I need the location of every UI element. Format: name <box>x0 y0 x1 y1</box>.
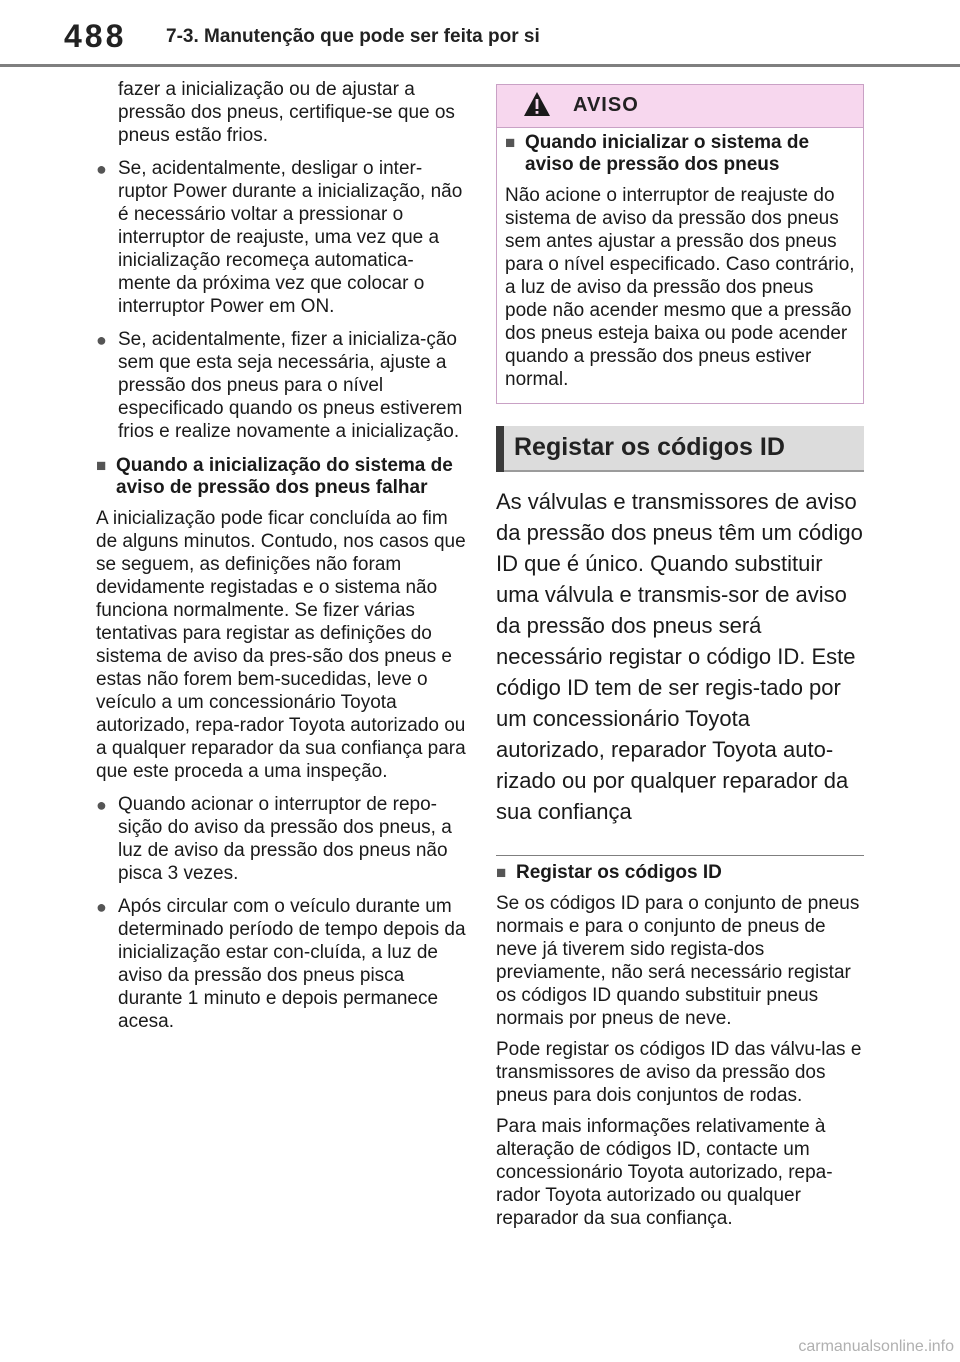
warning-content <box>497 128 863 403</box>
header-divider <box>0 64 960 67</box>
register-paragraph: Para mais informações relativamente à alteração de códigos ID, contacte um concessionário Toyota autorizado, repa-rador Toyota autorizado ou qualquer reparador da sua confiança. <box>496 1116 833 1229</box>
bullet-text: Se, acidentalmente, desligar o inter-ruptor Power durante a inicialização, não é necessário voltar a pressionar o interruptor de reajuste, uma vez que a inicialização recomeça automatica-mente da próxima vez que colocar o interruptor Power em ON. <box>118 158 463 317</box>
right-column <box>496 84 864 1230</box>
warning-header <box>497 85 863 128</box>
bullet-item <box>96 895 466 1033</box>
register-paragraph: Pode registar os códigos ID das válvu-las e transmissores de aviso da pressão dos pneus para dois conjuntos de rodas. <box>496 1039 862 1106</box>
section-heading: Registar os códigos ID <box>514 433 785 461</box>
fail-heading <box>96 455 466 499</box>
bullet-text: Se, acidentalmente, fizer a inicializa-ção sem que esta seja necessária, ajuste a pressão dos pneus para o nível especificado quando os pneus estiverem frios e realize novamente a inicialização. <box>118 329 463 442</box>
register-paragraph: Se os códigos ID para o conjunto de pneus normais e para o conjunto de pneus de neve já tiverem sido regista-dos previamente, não será necessário registar os códigos ID quando substituir pneus normais por pneus de neve. <box>496 893 860 1029</box>
register-subheading-text: Registar os códigos ID <box>516 862 722 883</box>
left-column <box>96 78 466 1033</box>
warning-title: AVISO <box>573 94 639 116</box>
register-subheading <box>496 862 864 884</box>
square-bullet-icon: ■ <box>496 863 507 882</box>
square-bullet-icon: ■ <box>505 133 516 152</box>
square-bullet-icon: ■ <box>96 456 107 475</box>
chapter-title: 7-3. Manutenção que pode ser feita por si <box>166 26 540 47</box>
warning-heading-text: Quando inicializar o sistema de aviso de pressão dos pneus <box>525 132 810 175</box>
bullet-text: Quando acionar o interruptor de repo-sição do aviso da pressão dos pneus, a luz de aviso da pressão dos pneus não pisca 3 vezes. <box>118 794 452 884</box>
bullet-text: Após circular com o veículo durante um determinado período de tempo depois da inicialização estar con-cluída, a luz de aviso da pressão dos pneus pisca durante 1 minuto e depois permanece acesa. <box>118 896 466 1032</box>
warning-box <box>496 84 864 404</box>
warning-text: Não acione o interruptor de reajuste do sistema de aviso da pressão dos pneus sem antes ajustar a pressão dos pneus para o nível especificado. Caso contrário, a luz de aviso da pressão dos pneus pode não acender mesmo que a pressão dos pneus esteja baixa ou pode acender quando a pressão dos pneus estiver normal. <box>505 185 855 390</box>
continuation-text: fazer a inicialização ou de ajustar a pressão dos pneus, certifique-se que os pneus estão frios. <box>118 79 455 146</box>
fail-heading-text: Quando a inicialização do sistema de aviso de pressão dos pneus falhar <box>116 455 453 498</box>
section-intro: As válvulas e transmissores de aviso da pressão dos pneus têm um código ID que é único. Quando substituir uma válvula e transmis-sor de aviso da pressão dos pneus será necessário registar o código ID. Este código ID tem de ser regis-tado por um concessionário Toyota autorizado, reparador Toyota auto-rizado ou por qualquer reparador da sua confiança <box>496 489 863 824</box>
fail-paragraph: A inicialização pode ficar concluída ao fim de alguns minutos. Contudo, nos casos que se seguem, as definições não foram devidamente registadas e o sistema não funciona normalmente. Se fizer várias tentativas para registar as definições do sistema de aviso da pres-são dos pneus e estas não forem bem-sucedidas, leve o veículo a um concessionário Toyota autorizado, repa-rador Toyota autorizado ou a qualquer reparador da sua confiança para que este proceda a uma inspeção. <box>96 508 466 782</box>
bullet-dot-icon: ● <box>96 159 107 179</box>
bullet-dot-icon: ● <box>96 330 107 350</box>
watermark: carmanualsonline.info <box>798 1338 954 1355</box>
bullet-item <box>96 793 466 885</box>
section-banner <box>496 426 864 472</box>
bullet-dot-icon: ● <box>96 795 107 815</box>
banner-accent-bar <box>496 426 504 472</box>
bullet-item <box>96 328 466 443</box>
warning-triangle-icon <box>523 91 551 117</box>
bullet-item <box>96 157 466 318</box>
sub-divider <box>496 855 864 856</box>
bullet-dot-icon: ● <box>96 897 107 917</box>
page-header <box>0 0 960 70</box>
warning-heading <box>505 132 855 176</box>
page-number: 488 <box>64 18 127 54</box>
